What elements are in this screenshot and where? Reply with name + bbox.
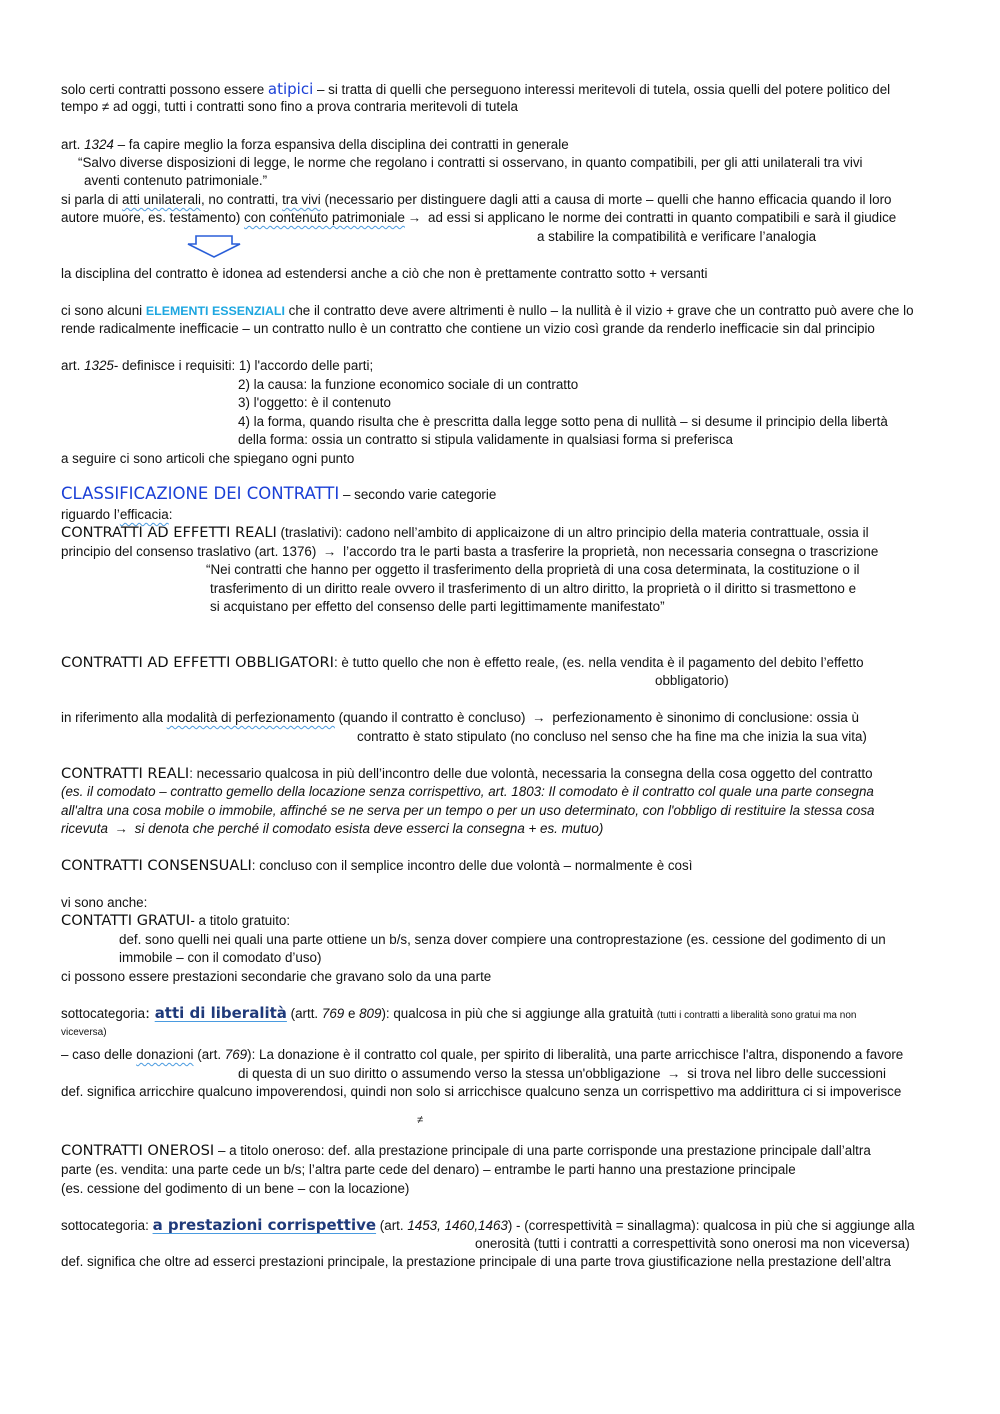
text: : concluso con il semplice incontro delle due volontà – normalmente è così bbox=[251, 858, 693, 873]
category-title: CONTRATTI AD EFFETTI REALI bbox=[61, 524, 277, 541]
para-atipici-line1 bbox=[61, 80, 890, 100]
perfezionamento-line2: contratto è stato stipulato (no concluso nel senso che ha fine ma che inizia la sua vita) bbox=[357, 729, 867, 744]
contenuto-patrimoniale-term: con contenuto patrimoniale bbox=[244, 210, 405, 225]
text: : bbox=[145, 1005, 155, 1022]
article-number: 1453, 1460,1463 bbox=[407, 1218, 508, 1233]
onerosi-line2: parte (es. vendita: una parte cede un b/s; l’altra parte cede del denaro) – entrambe le parti hanno una prestazione principale bbox=[61, 1162, 796, 1177]
effetti-reali-line1 bbox=[61, 524, 869, 543]
atti-di-liberalita-term: atti di liberalità bbox=[154, 1004, 287, 1022]
text: principio del consenso traslativo (art. 1376) bbox=[61, 544, 321, 559]
art-1325-line bbox=[61, 357, 373, 376]
note-small: (tutti i contratti a liberalità sono gratui ma non bbox=[656, 1010, 857, 1021]
text: ci sono alcuni bbox=[61, 303, 146, 318]
effetti-reali-line2 bbox=[61, 543, 878, 562]
text: : è tutto quello che non è effetto reale, (es. nella vendita è il pagamento del debito l’effetto bbox=[333, 655, 864, 670]
effetti-obbligatori-line2: obbligatorio) bbox=[655, 673, 729, 688]
atipici-term: atipici bbox=[267, 80, 314, 98]
text: l’accordo tra le parti basta a trasferire la proprietà, non necessaria consegna o trascrizione bbox=[339, 544, 879, 559]
atti-unilaterali-term: atti unilaterali bbox=[122, 192, 201, 207]
consensuali-line bbox=[61, 857, 692, 876]
text: si parla di bbox=[61, 192, 123, 207]
text: (art. bbox=[376, 1218, 408, 1233]
atti-unilaterali-line1 bbox=[61, 191, 891, 210]
modalita-perfezionamento-term: modalità di perfezionamento bbox=[166, 710, 335, 725]
text: ): La donazione è il contratto col quale, per spirito di liberalità, una parte arricchisce l'altra, disponendo a favore bbox=[247, 1047, 904, 1062]
quote-1376-line3: si acquistano per effetto del consenso delle parti legittimamente manifestato” bbox=[210, 599, 665, 614]
not-equal-sign: ≠ bbox=[417, 1114, 424, 1126]
donazioni-line2 bbox=[238, 1065, 886, 1084]
prestazioni-secondarie: ci possono essere prestazioni secondarie che gravano solo da una parte bbox=[61, 969, 492, 984]
classificazione-heading bbox=[61, 485, 496, 505]
liberalita-line1 bbox=[61, 1004, 856, 1026]
article-number: 769 bbox=[321, 1006, 345, 1021]
liberalita-line2: viceversa) bbox=[61, 1027, 107, 1038]
onerosi-line1 bbox=[61, 1142, 871, 1161]
elementi-essenziali-line2: rende radicalmente inefficacie – un contratto nullo è un contratto che contiene un vizio così grande da renderlo inefficacie sin dal principio bbox=[61, 321, 875, 336]
requisito-forma-line2: della forma: ossia un contratto si stipula validamente in qualsiasi forma si preferisca bbox=[238, 432, 733, 447]
right-arrow-icon: → bbox=[532, 710, 546, 725]
text: , no contratti, bbox=[200, 192, 283, 207]
requisito-forma-line1: 4) la forma, quando risulta che è prescritta dalla legge sotto pena di nullità – si desume il principio della libertà bbox=[238, 414, 888, 429]
text: perfezionamento è sinonimo di conclusione: ossia ù bbox=[548, 710, 859, 725]
disciplina-line: la disciplina del contratto è idonea ad estendersi anche a ciò che non è prettamente contratto sotto + versanti bbox=[61, 266, 708, 281]
corrispettive-line2: onerosità (tutti i contratti a correspettività sono onerosi ma non viceversa) bbox=[475, 1236, 910, 1251]
text: – fa capire meglio la forza espansiva della disciplina dei contratti in generale bbox=[113, 137, 569, 152]
category-title: CONTRATTI AD EFFETTI OBBLIGATORI bbox=[61, 654, 334, 671]
text: si denota che perché il comodato esista deve esserci la consegna + es. mutuo) bbox=[131, 821, 604, 836]
text: – a titolo oneroso: def. alla prestazione principale di una parte corrisponde una prestazione principale dall’altra bbox=[214, 1143, 871, 1158]
text: – caso delle bbox=[61, 1047, 137, 1062]
gratuiti-heading bbox=[61, 912, 290, 931]
prestazioni-corrispettive-term: a prestazioni corrispettive bbox=[152, 1216, 377, 1234]
category-title: CONTRATTI CONSENSUALI bbox=[61, 857, 252, 874]
article-number: 1324 bbox=[84, 137, 114, 152]
text: che il contratto deve avere altrimenti è nullo – la nullità è il vizio + grave che un contratto può avere che lo bbox=[284, 303, 914, 318]
article-number: 1325 bbox=[84, 358, 114, 373]
text: ad essi si applicano le norme dei contratti in quanto compatibili e sarà il giudice bbox=[424, 210, 897, 225]
articoli-line: a seguire ci sono articoli che spiegano ogni punto bbox=[61, 451, 355, 466]
text: : necessario qualcosa in più dell’incontro delle due volontà, necessaria la consegna della cosa oggetto del contratto bbox=[189, 766, 873, 781]
text: (traslativi): cadono nell’ambito di applicaizone di un altro principio della materia contrattuale, ossia il bbox=[276, 525, 869, 540]
text: sottocategoria bbox=[61, 1006, 146, 1021]
elementi-essenziali-term: ELEMENTI ESSENZIALI bbox=[145, 304, 285, 318]
text: art. bbox=[61, 358, 85, 373]
article-number: 809 bbox=[359, 1006, 382, 1021]
right-arrow-icon: → bbox=[323, 544, 337, 559]
text: solo certi contratti possono essere bbox=[61, 82, 268, 97]
donazioni-term: donazioni bbox=[136, 1047, 194, 1062]
text: di questa di un suo diritto o assumendo verso la stessa un'obbligazione bbox=[238, 1066, 665, 1081]
onerosi-line3: (es. cessione del godimento di un bene – con la locazione) bbox=[61, 1181, 410, 1196]
donazioni-line1 bbox=[61, 1046, 903, 1065]
article-number: 769 bbox=[224, 1047, 248, 1062]
gratuiti-def-line1: def. sono quelli nei quali una parte ottiene un b/s, senza dover compiere una controprestazione (es. cessione del godimento di un bbox=[119, 932, 886, 947]
category-title: CONTATTI GRATUI bbox=[61, 912, 191, 929]
elementi-essenziali-line1 bbox=[61, 302, 914, 321]
comodato-line3 bbox=[61, 820, 603, 839]
donazioni-def: def. significa arricchire qualcuno impoverendosi, quindi non solo si arricchisce qualcuno senza un corrispettivo ma addirittura ci si impoverisce bbox=[61, 1084, 902, 1099]
atti-unilaterali-line3: a stabilire la compatibilità e verificare l’analogia bbox=[537, 229, 817, 244]
text: in riferimento alla bbox=[61, 710, 167, 725]
text: (quando il contratto è concluso) bbox=[334, 710, 530, 725]
text: ricevuta bbox=[61, 821, 112, 836]
text: (artt. bbox=[286, 1006, 322, 1021]
text: si trova nel libro delle successioni bbox=[683, 1066, 886, 1081]
down-arrow-icon bbox=[187, 235, 242, 259]
quote-1324-line1: “Salvo diverse disposizioni di legge, le norme che regolano i contratti si osservano, in quanto compatibili, per gli atti unilaterali tra vivi bbox=[78, 155, 863, 170]
text: (art. bbox=[193, 1047, 225, 1062]
atti-unilaterali-line2 bbox=[61, 209, 896, 228]
text: riguardo l’ bbox=[61, 507, 120, 522]
text: – si tratta di quelli che perseguono interessi meritevoli di tutela, ossia quelli del potere politico del bbox=[313, 82, 891, 97]
text: - definisce i requisiti: 1) l'accordo delle parti; bbox=[113, 358, 374, 373]
effetti-obbligatori-line1 bbox=[61, 654, 864, 673]
requisito-causa: 2) la causa: la funzione economico sociale di un contratto bbox=[238, 377, 579, 392]
text: art. bbox=[61, 137, 85, 152]
perfezionamento-line1 bbox=[61, 709, 859, 728]
tra-vivi-term: tra vivi bbox=[282, 192, 321, 207]
corrispettive-line1 bbox=[61, 1216, 915, 1236]
vi-sono-anche: vi sono anche: bbox=[61, 895, 148, 910]
right-arrow-icon: → bbox=[114, 821, 128, 836]
quote-1376-line2: trasferimento di un diritto reale ovvero il trasferimento di un altro diritto, la proprietà o il diritto si trasmettono e bbox=[210, 581, 857, 596]
section-title: CLASSIFICAZIONE DEI CONTRATTI bbox=[61, 484, 340, 503]
category-title: CONTRATTI ONEROSI bbox=[61, 1142, 215, 1159]
text: sottocategoria: bbox=[61, 1218, 153, 1233]
gratuiti-def-line2: immobile – con il comodato d’uso) bbox=[119, 950, 322, 965]
riguardo-efficacia bbox=[61, 506, 172, 525]
text: autore muore, es. testamento) bbox=[61, 210, 245, 225]
para-atipici-line2: tempo ≠ ad oggi, tutti i contratti sono fino a prova contraria meritevoli di tutela bbox=[61, 99, 518, 114]
right-arrow-icon: → bbox=[407, 210, 422, 225]
text: e bbox=[344, 1006, 360, 1021]
text: ) - (correspettività = sinallagma): qualcosa in più che si aggiunge alla bbox=[507, 1218, 915, 1233]
text: (necessario per distinguere dagli atti a causa di morte – quelli che hanno efficacia quando il loro bbox=[320, 192, 892, 207]
corrispettive-def: def. significa che oltre ad esserci prestazioni principale, la prestazione principale di una parte trova giustificazione nella prestazione dell’altra bbox=[61, 1254, 891, 1269]
text: ): qualcosa in più che si aggiunge alla gratuità bbox=[381, 1006, 657, 1021]
comodato-line1: (es. il comodato – contratto gemello della locazione senza corrispettivo, art. 1803: Il comodato è il contratto col quale una parte consegna bbox=[61, 784, 874, 799]
art-1324-line bbox=[61, 136, 569, 155]
category-title: CONTRATTI REALI bbox=[61, 765, 190, 782]
right-arrow-icon: → bbox=[667, 1066, 681, 1081]
text: – secondo varie categorie bbox=[339, 487, 497, 502]
quote-1324-line2: aventi contenuto patrimoniale.” bbox=[84, 173, 268, 188]
comodato-line2: all'altra una cosa mobile o immobile, affinché se ne serva per un tempo o per un uso determinato, con l'obbligo di restituire la stessa cosa bbox=[61, 803, 875, 818]
text: - a titolo gratuito: bbox=[190, 913, 291, 928]
requisito-oggetto: 3) l'oggetto: è il contenuto bbox=[238, 395, 391, 410]
quote-1376-line1: “Nei contratti che hanno per oggetto il trasferimento della proprietà di una cosa determinata, la costituzione o il bbox=[206, 562, 860, 577]
contratti-reali-line1 bbox=[61, 765, 873, 784]
efficacia-term: efficacia bbox=[119, 507, 169, 522]
text: : bbox=[168, 507, 173, 522]
